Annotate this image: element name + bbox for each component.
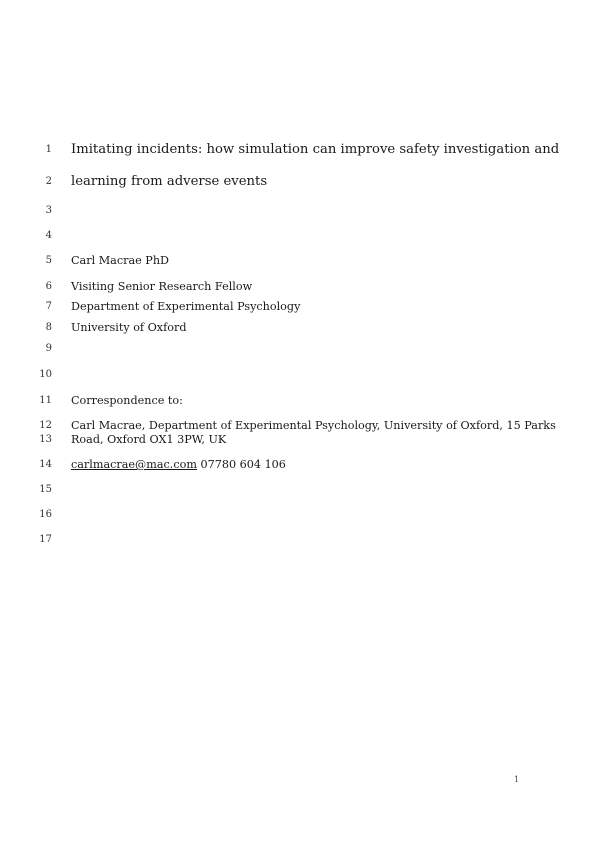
blank-line-4 bbox=[0, 228, 595, 244]
affiliation-line-8 bbox=[0, 320, 595, 336]
line-number: 4 bbox=[45, 230, 52, 241]
line-number: 3 bbox=[45, 205, 52, 216]
contact-line bbox=[0, 457, 595, 473]
line-number: 10 bbox=[39, 369, 52, 380]
line-number: 1 bbox=[45, 144, 52, 155]
line-number: 9 bbox=[45, 343, 52, 354]
blank-line-16 bbox=[0, 507, 595, 523]
email-link[interactable]: carlmacrae@mac.com bbox=[71, 458, 197, 471]
affiliation-line-7 bbox=[0, 299, 595, 315]
blank-line-10 bbox=[0, 367, 595, 383]
line-number: 16 bbox=[39, 509, 52, 520]
correspondence-address-1: Carl Macrae, Department of Experimental Psychology, University of Oxford, 15 Parks bbox=[71, 419, 556, 432]
title-line-1 bbox=[0, 141, 595, 157]
line-number: 8 bbox=[45, 322, 52, 333]
correspondence-heading-line bbox=[0, 393, 595, 409]
address-line-13 bbox=[0, 432, 595, 448]
line-number: 7 bbox=[45, 301, 52, 312]
line-number: 17 bbox=[39, 534, 52, 545]
line-number: 11 bbox=[39, 395, 52, 406]
line-number: 2 bbox=[45, 176, 52, 187]
blank-line-9 bbox=[0, 341, 595, 357]
contact-details bbox=[71, 457, 286, 473]
author-university: University of Oxford bbox=[71, 321, 187, 334]
correspondence-address-2: Road, Oxford OX1 3PW, UK bbox=[71, 433, 227, 446]
title-line-2 bbox=[0, 173, 595, 189]
affiliation-line-6 bbox=[0, 279, 595, 295]
line-number: 13 bbox=[39, 434, 52, 445]
page-number: 1 bbox=[514, 775, 520, 784]
blank-line-3 bbox=[0, 203, 595, 219]
author-position: Visiting Senior Research Fellow bbox=[71, 280, 253, 293]
phone-number: 07780 604 106 bbox=[196, 458, 286, 471]
line-number: 6 bbox=[45, 281, 52, 292]
author-name: Carl Macrae PhD bbox=[71, 254, 169, 267]
paper-title-part-2: learning from adverse events bbox=[71, 174, 268, 189]
author-line bbox=[0, 253, 595, 269]
correspondence-heading: Correspondence to: bbox=[71, 394, 183, 407]
line-number: 5 bbox=[45, 255, 52, 266]
paper-title-part-1: Imitating incidents: how simulation can improve safety investigation and bbox=[71, 142, 560, 157]
blank-line-17 bbox=[0, 532, 595, 548]
author-department: Department of Experimental Psychology bbox=[71, 300, 301, 313]
line-number: 14 bbox=[39, 459, 52, 470]
line-number: 15 bbox=[39, 484, 52, 495]
blank-line-15 bbox=[0, 482, 595, 498]
line-number: 12 bbox=[39, 420, 52, 431]
